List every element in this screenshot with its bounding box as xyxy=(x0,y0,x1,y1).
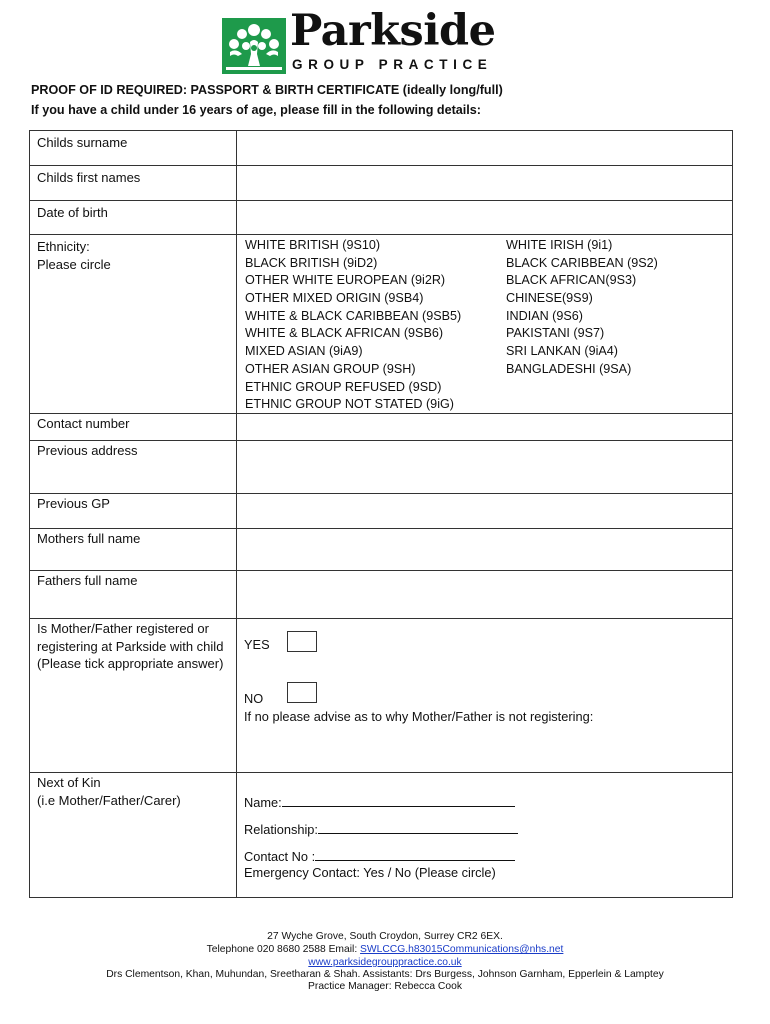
footer-contact xyxy=(0,944,770,956)
fathers-full-name-label: Fathers full name xyxy=(37,573,138,588)
previous-gp-row xyxy=(29,493,733,528)
childs-surname-row xyxy=(29,130,733,165)
date-of-birth-label: Date of birth xyxy=(37,205,108,220)
footer-telephone: Telephone 020 8680 2588 Email: xyxy=(206,944,361,955)
kin-contact-line[interactable] xyxy=(315,849,515,861)
registration-status-row xyxy=(29,618,733,772)
ethnicity-option[interactable]: WHITE & BLACK AFRICAN (9SB6) xyxy=(245,326,444,341)
fathers-name-row xyxy=(29,570,733,618)
footer-website-wrap xyxy=(0,957,770,969)
kin-relationship-label: Relationship: xyxy=(244,822,318,837)
child-registration-form xyxy=(29,130,733,898)
kin-name-field[interactable] xyxy=(244,795,515,810)
previous-gp-label: Previous GP xyxy=(37,496,110,511)
footer-address: 27 Wyche Grove, South Croydon, Surrey CR2 6EX. xyxy=(267,931,503,942)
ethnicity-option[interactable]: WHITE IRISH (9i1) xyxy=(506,238,613,252)
date-of-birth-row xyxy=(29,200,733,234)
ethnicity-option[interactable]: CHINESE(9S9) xyxy=(506,291,593,306)
yes-label: YES xyxy=(244,637,270,652)
footer-email-link[interactable]: SWLCCG.h83015Communications@nhs.net xyxy=(360,944,564,955)
kin-relationship-line[interactable] xyxy=(318,822,518,834)
kin-name-label: Name: xyxy=(244,795,282,810)
footer-website-link[interactable]: www.parksidegrouppractice.co.uk xyxy=(308,957,462,968)
ethnicity-label: Ethnicity: Please circle xyxy=(37,239,111,272)
ethnicity-option[interactable]: BLACK CARIBBEAN (9S2) xyxy=(506,255,658,270)
proof-of-id-heading: PROOF OF ID REQUIRED: PASSPORT & BIRTH CERTIFICATE (ideally long/full) xyxy=(31,83,503,97)
kin-contact-field[interactable] xyxy=(244,849,515,864)
no-checkbox[interactable] xyxy=(287,682,317,703)
ethnicity-option[interactable]: BANGLADESHI (9SA) xyxy=(506,361,632,376)
ethnicity-option[interactable]: ETHNIC GROUP NOT STATED (9iG) xyxy=(245,397,454,412)
footer-practice-manager: Practice Manager: Rebecca Cook xyxy=(308,981,462,992)
kin-contact-label: Contact No : xyxy=(244,849,316,864)
yes-checkbox[interactable] xyxy=(287,631,317,652)
logo-subtitle: GROUP PRACTICE xyxy=(292,57,493,72)
ethnicity-option[interactable]: OTHER ASIAN GROUP (9SH) xyxy=(245,361,416,376)
registration-status-label: Is Mother/Father registered or registering at Parkside with child (Please tick appropriate answer) xyxy=(37,621,224,672)
kin-name-line[interactable] xyxy=(282,795,515,807)
mothers-name-row xyxy=(29,528,733,570)
ethnicity-options-right xyxy=(506,237,658,379)
ethnicity-option[interactable]: OTHER MIXED ORIGIN (9SB4) xyxy=(245,291,424,306)
ethnicity-option[interactable]: INDIAN (9S6) xyxy=(506,308,583,323)
next-of-kin-label: Next of Kin (i.e Mother/Father/Carer) xyxy=(37,775,181,808)
previous-address-row xyxy=(29,440,733,493)
ethnicity-row xyxy=(29,234,733,413)
ethnicity-option[interactable]: PAKISTANI (9S7) xyxy=(506,326,605,341)
emergency-contact-prompt: Emergency Contact: Yes / No (Please circle) xyxy=(244,865,496,880)
ethnicity-option[interactable]: BLACK AFRICAN(9S3) xyxy=(506,273,637,288)
ethnicity-option[interactable]: WHITE BRITISH (9S10) xyxy=(245,238,381,252)
ethnicity-option[interactable]: ETHNIC GROUP REFUSED (9SD) xyxy=(245,379,442,394)
childs-surname-label: Childs surname xyxy=(37,135,128,150)
ethnicity-option[interactable]: MIXED ASIAN (9iA9) xyxy=(245,344,363,359)
kin-relationship-field[interactable] xyxy=(244,822,518,837)
ethnicity-option[interactable]: SRI LANKAN (9iA4) xyxy=(506,344,618,359)
ethnicity-option[interactable]: OTHER WHITE EUROPEAN (9i2R) xyxy=(245,273,446,288)
next-of-kin-row xyxy=(29,772,733,898)
childs-first-names-row xyxy=(29,165,733,200)
tree-logo-icon xyxy=(222,18,286,74)
previous-address-label: Previous address xyxy=(37,443,138,458)
instructions-heading: If you have a child under 16 years of age, please fill in the following details: xyxy=(31,103,481,117)
contact-number-row xyxy=(29,413,733,440)
practice-logo xyxy=(222,6,496,76)
ethnicity-option[interactable]: BLACK BRITISH (9iD2) xyxy=(245,255,378,270)
mothers-full-name-label: Mothers full name xyxy=(37,531,141,546)
not-registering-reason-prompt: If no please advise as to why Mother/Father is not registering: xyxy=(244,709,594,724)
contact-number-label: Contact number xyxy=(37,416,130,431)
childs-first-names-label: Childs first names xyxy=(37,170,141,185)
logo-name: Parkside xyxy=(290,6,496,56)
ethnicity-option[interactable]: WHITE & BLACK CARIBBEAN (9SB5) xyxy=(245,308,462,323)
footer-doctors: Drs Clementson, Khan, Muhundan, Sreetharan & Shah. Assistants: Drs Burgess, Johnson Garnham, Epperlein & Lamptey xyxy=(106,969,664,980)
no-label: NO xyxy=(244,691,264,706)
ethnicity-options-left xyxy=(245,237,461,414)
